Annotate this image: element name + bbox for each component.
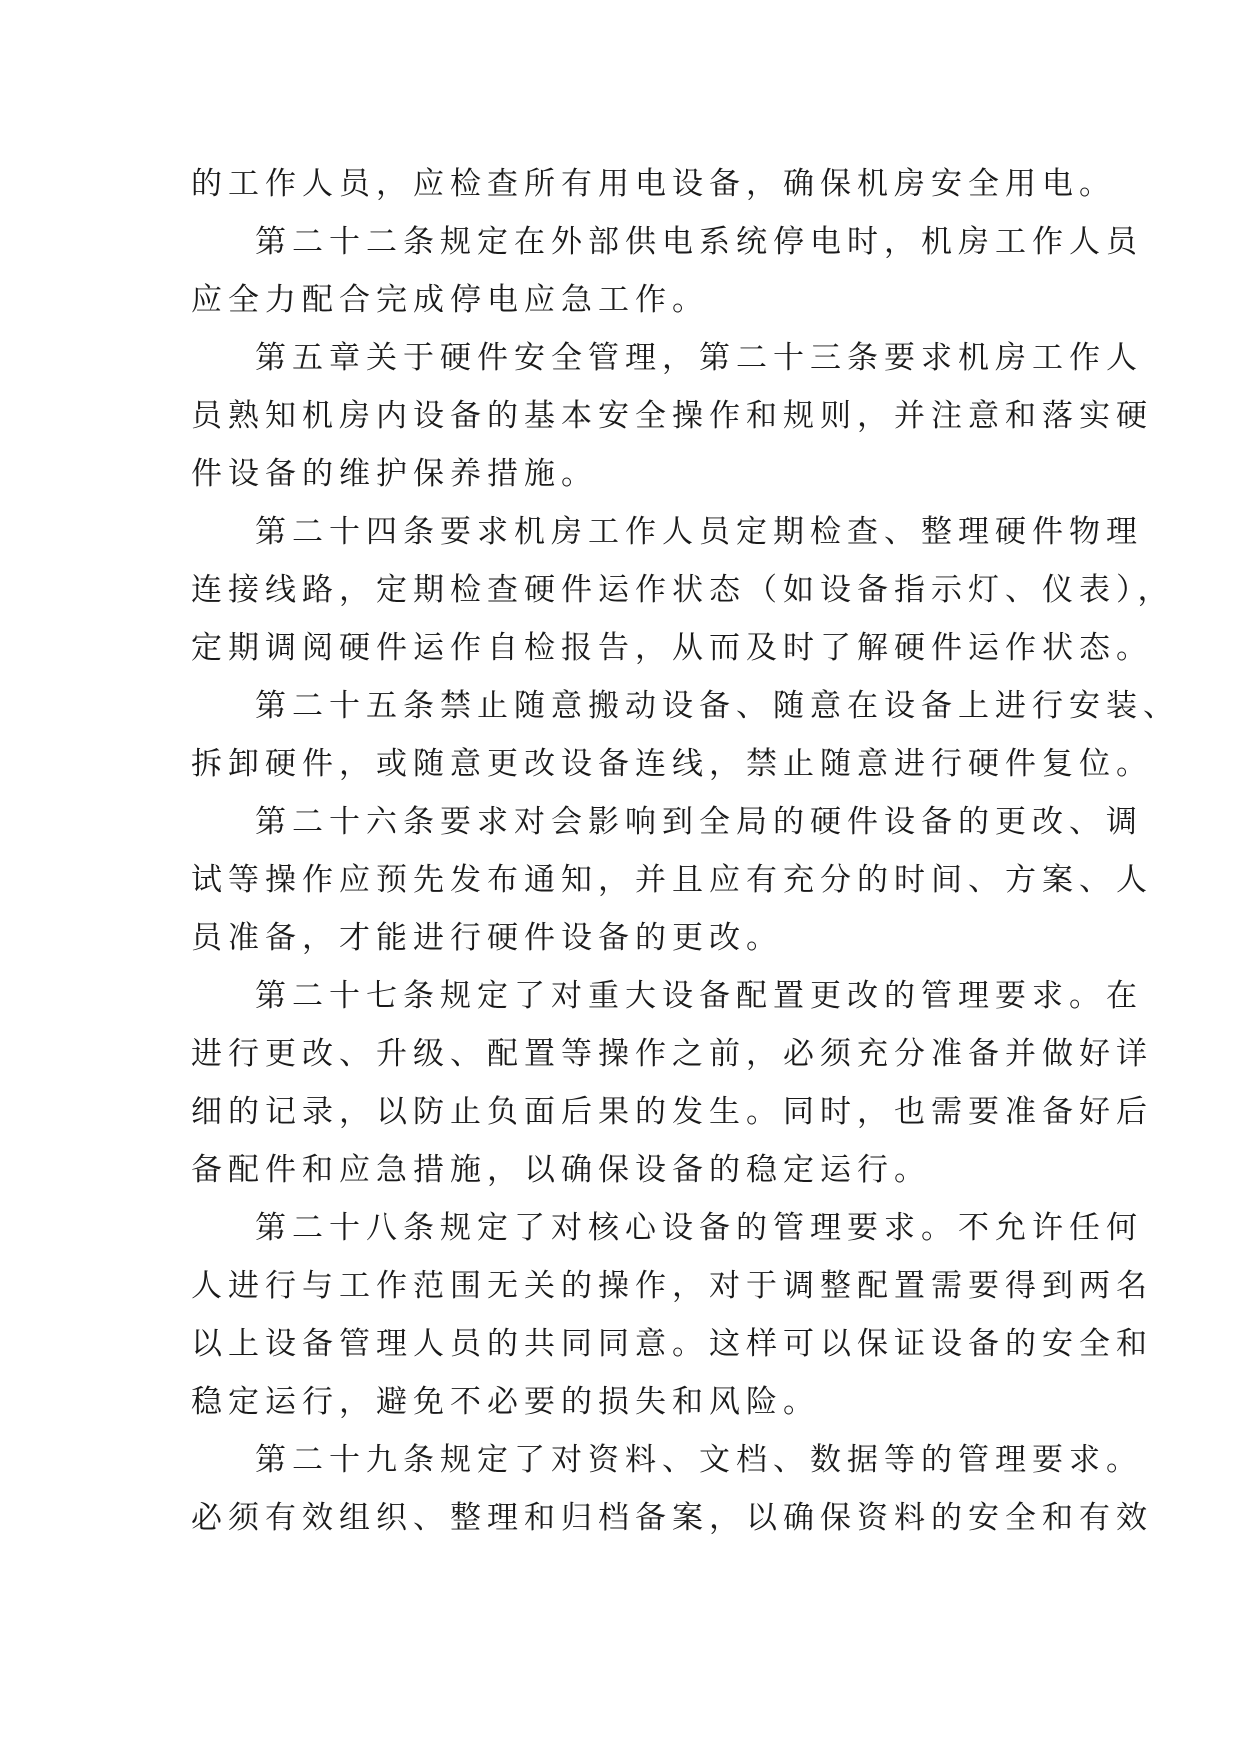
text-line: 第二十五条禁止随意搬动设备、随意在设备上进行安装、	[255, 688, 1180, 724]
text-line: 细的记录，以防止负面后果的发生。同时，也需要准备好后	[191, 1094, 1153, 1130]
text-line: 必须有效组织、整理和归档备案，以确保资料的安全和有效	[191, 1500, 1153, 1536]
text-line: 第二十二条规定在外部供电系统停电时，机房工作人员	[255, 224, 1143, 260]
text-line: 第二十四条要求机房工作人员定期检查、整理硬件物理	[255, 514, 1143, 550]
document-body	[191, 155, 1180, 1547]
text-line: 第二十九条规定了对资料、文档、数据等的管理要求。	[255, 1442, 1143, 1478]
text-line: 人进行与工作范围无关的操作，对于调整配置需要得到两名	[191, 1268, 1153, 1304]
text-line: 件设备的维护保养措施。	[191, 456, 598, 492]
text-line: 第五章关于硬件安全管理，第二十三条要求机房工作人	[255, 340, 1143, 376]
text-line: 拆卸硬件，或随意更改设备连线，禁止随意进行硬件复位。	[191, 746, 1153, 782]
text-line: 员准备，才能进行硬件设备的更改。	[191, 920, 783, 956]
text-line: 连接线路，定期检查硬件运作状态（如设备指示灯、仪表），	[191, 572, 1175, 608]
text-line: 以上设备管理人员的共同同意。这样可以保证设备的安全和	[191, 1326, 1153, 1362]
text-line: 第二十八条规定了对核心设备的管理要求。不允许任何	[255, 1210, 1143, 1246]
text-line: 稳定运行，避免不必要的损失和风险。	[191, 1384, 820, 1420]
text-line: 定期调阅硬件运作自检报告，从而及时了解硬件运作状态。	[191, 630, 1153, 666]
text-line: 应全力配合完成停电应急工作。	[191, 282, 709, 318]
text-line: 员熟知机房内设备的基本安全操作和规则，并注意和落实硬	[191, 398, 1153, 434]
text-line: 备配件和应急措施，以确保设备的稳定运行。	[191, 1152, 931, 1188]
text-line: 试等操作应预先发布通知，并且应有充分的时间、方案、人	[191, 862, 1153, 898]
text-line: 第二十六条要求对会影响到全局的硬件设备的更改、调	[255, 804, 1143, 840]
text-line: 的工作人员，应检查所有用电设备，确保机房安全用电。	[191, 166, 1116, 202]
text-line: 第二十七条规定了对重大设备配置更改的管理要求。在	[255, 978, 1143, 1014]
text-line: 进行更改、升级、配置等操作之前，必须充分准备并做好详	[191, 1036, 1153, 1072]
